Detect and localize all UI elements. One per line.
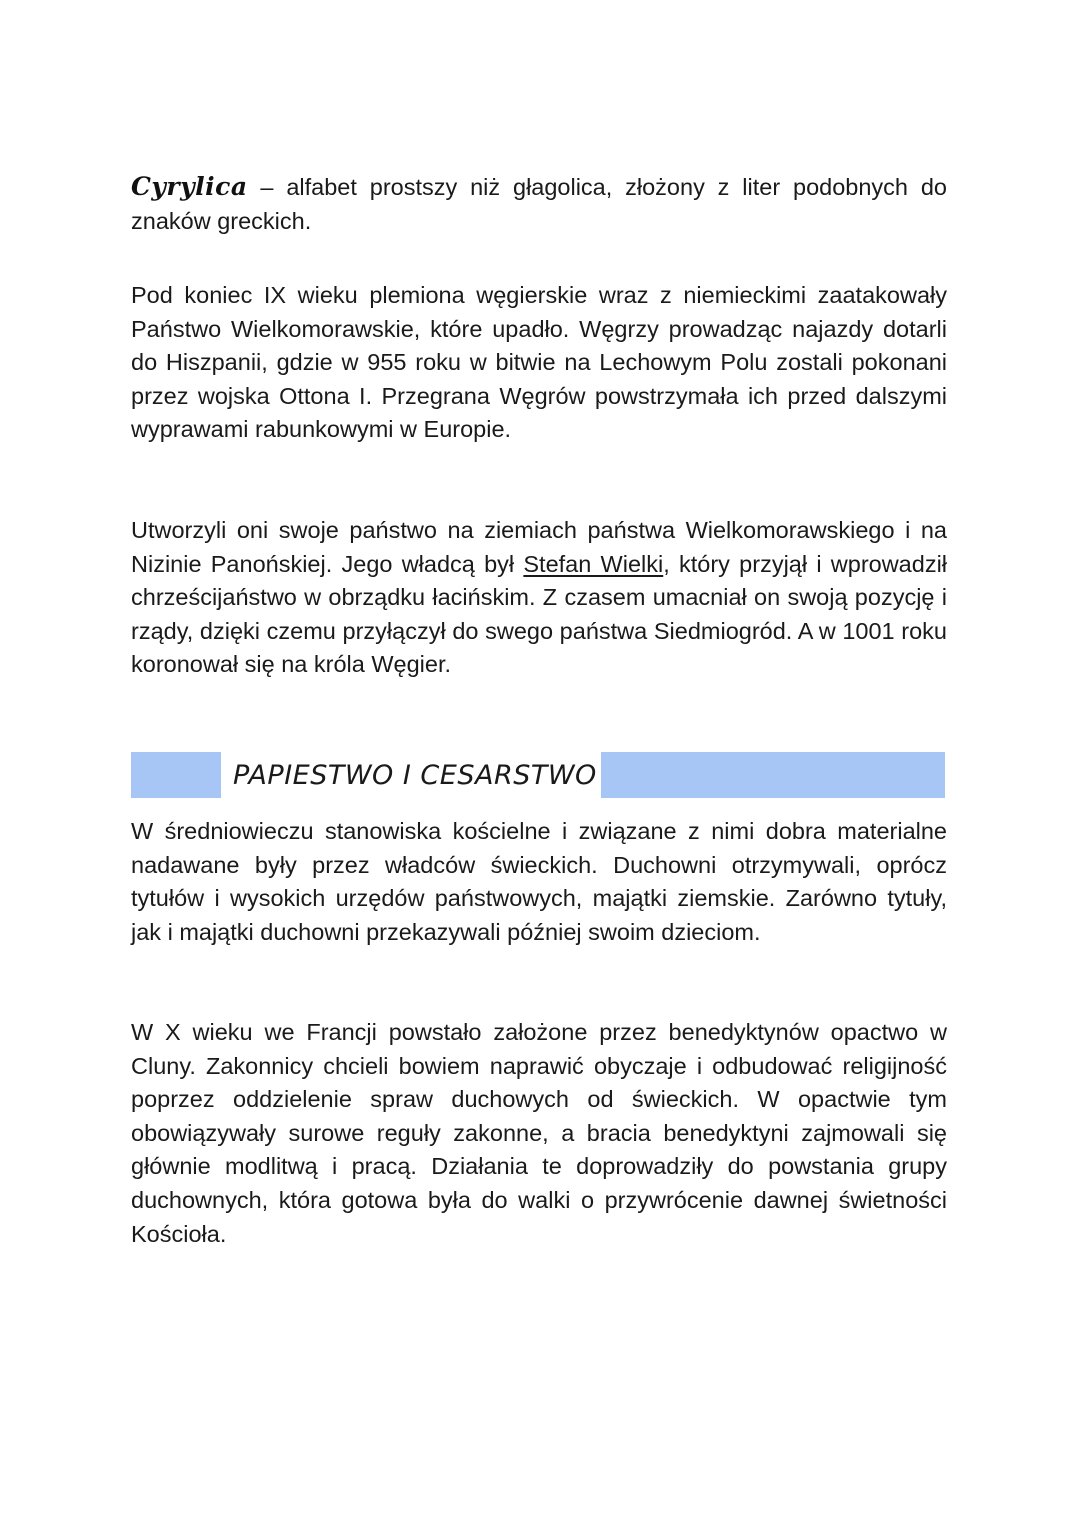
paragraph-cyrylica-text: – alfabet prostszy niż głagolica, złożony z liter podobnych do znaków greckich. [131, 174, 947, 234]
paragraph-medieval-church: W średniowieczu stanowiska kościelne i związane z nimi dobra materialne nadawane były przez władców świeckich. Duchowni otrzymywali, oprócz tytułów i wysokich urzędów państwowych, majątki ziemskie. Zarówno tytuły, jak i majątki duchowni przekazywali później swoim dzieciom. [131, 818, 947, 945]
heading-highlight-left [131, 752, 221, 798]
section-heading-title: PAPIESTWO I CESARSTWO [233, 760, 597, 791]
paragraph-hungarian-tribes: Pod koniec IX wieku plemiona węgierskie wraz z niemieckimi zaatakowały Państwo Wielkomorawskie, które upadło. Węgrzy prowadząc najazdy dotarli do Hiszpanii, gdzie w 955 roku w bitwie na Lechowym Polu zostali pokonani przez wojska Ottona I. Przegrana Węgrów powstrzymała ich przed dalszymi wyprawami rabunkowymi w Europie. [131, 282, 947, 443]
paragraph-cyrylica [131, 170, 947, 238]
section-heading [131, 752, 945, 798]
paragraph-cluny: W X wieku we Francji powstało założone przez benedyktynów opactwo w Cluny. Zakonnicy chcieli bowiem naprawić obyczaje i odbudować religijność poprzez oddzielenie spraw duchowych od świeckich. W opactwie tym obowiązywały surowe reguły zakonne, a bracia benedyktyni zajmowali się głównie modlitwą i pracą. Działania te doprowadziły do powstania grupy duchownych, która gotowa była do walki o przywrócenie dawnej świetności Kościoła. [131, 1019, 947, 1247]
paragraph-hungarian-state-text-after: , który przyjął i wprowadził chrześcijaństwo w obrządku łacińskim. Z czasem umacniał on swoją pozycję i rządy, dzięki czemu przyłączył do swego państwa Siedmiogród. A w 1001 roku koronował się na króla Węgier. [131, 550, 948, 678]
paragraph-hungarian-state-text-before: Utworzyli oni swoje państwo na ziemiach państwa Wielkomorawskiego i na Nizinie Panońskiej. Jego władcą był [131, 517, 947, 577]
stefan-wielki-link[interactable]: Stefan Wielki [523, 550, 664, 577]
term-cyrylica: Cyrylica [131, 172, 248, 201]
paragraph-hungarian-state [131, 514, 947, 682]
heading-highlight-right [601, 752, 945, 798]
